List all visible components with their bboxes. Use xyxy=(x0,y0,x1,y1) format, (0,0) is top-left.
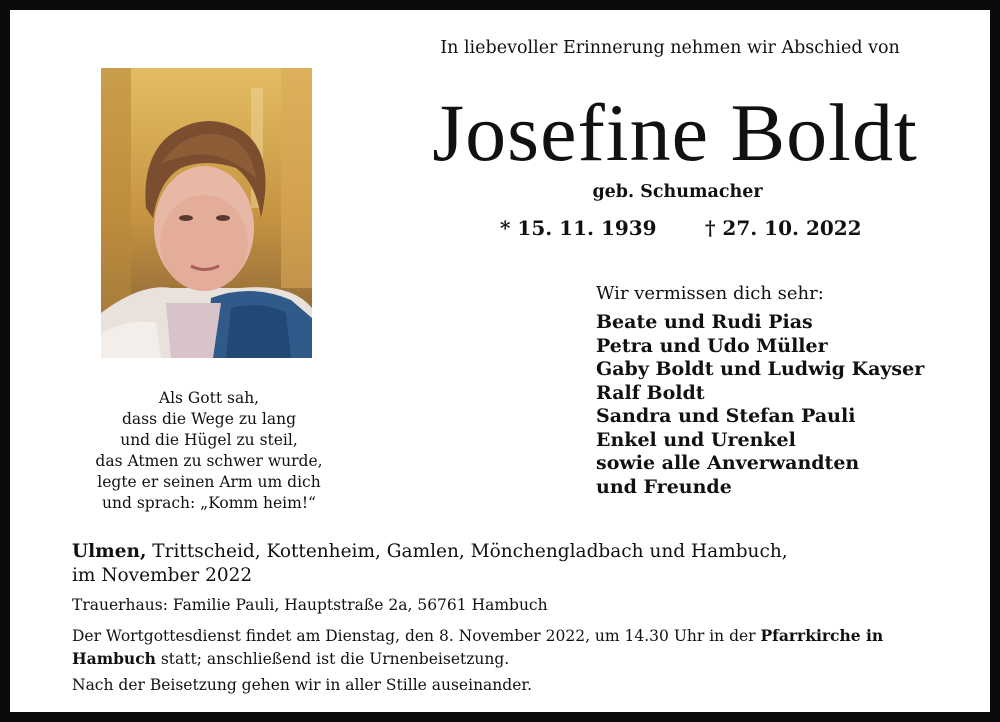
service-church: Pfarrkirche in xyxy=(760,626,884,645)
closing-line: Nach der Beisetzung gehen wir in aller Stille auseinander. xyxy=(72,676,532,694)
service-text-end: statt; anschließend ist die Urnenbeisetzung. xyxy=(155,649,510,668)
family-list xyxy=(596,311,924,499)
family-member: sowie alle Anverwandten xyxy=(596,452,860,474)
family-member: und Freunde xyxy=(596,475,732,498)
deceased-name: Josefine Boldt xyxy=(432,87,918,178)
poem-line: legte er seinen Arm um dich xyxy=(97,473,321,491)
birth-date: * 15. 11. 1939 xyxy=(500,216,657,240)
portrait-photo xyxy=(101,68,312,358)
mourning-house: Trauerhaus: Familie Pauli, Hauptstraße 2a, 56761 Hambuch xyxy=(72,596,548,614)
poem-line: das Atmen zu schwer wurde, xyxy=(95,452,323,470)
poem-line: und die Hügel zu steil, xyxy=(120,431,298,449)
portrait-illustration xyxy=(101,68,312,358)
family-member: Petra und Udo Müller xyxy=(596,334,828,357)
poem-line: dass die Wege zu lang xyxy=(121,410,297,428)
poem-line: und sprach: „Komm heim!“ xyxy=(102,494,316,512)
places-list: Trittscheid, Kottenheim, Gamlen, Mönchengladbach und Hambuch, xyxy=(146,541,788,562)
service-town: Hambuch xyxy=(72,648,156,668)
family-member: Beate und Rudi Pias xyxy=(596,311,813,333)
maiden-name: geb. Schumacher xyxy=(592,182,763,202)
service-info xyxy=(72,625,942,670)
poem-line: Als Gott sah, xyxy=(158,389,260,407)
intro-line: In liebevoller Erinnerung nehmen wir Abschied von xyxy=(440,38,900,58)
family-member: Enkel und Urenkel xyxy=(596,428,796,451)
miss-line: Wir vermissen dich sehr: xyxy=(596,283,824,304)
death-date: † 27. 10. 2022 xyxy=(705,216,862,240)
date-line: im November 2022 xyxy=(72,565,253,586)
poem xyxy=(78,388,340,514)
family-member: Ralf Boldt xyxy=(596,381,705,404)
place-main: Ulmen, xyxy=(72,541,147,562)
service-text: Der Wortgottesdienst findet am Dienstag, den 8. November 2022, um 14.30 Uhr in der xyxy=(72,627,761,645)
family-member: Sandra und Stefan Pauli xyxy=(596,405,856,427)
family-member: Gaby Boldt und Ludwig Kayser xyxy=(596,358,925,380)
places-block xyxy=(72,540,932,588)
